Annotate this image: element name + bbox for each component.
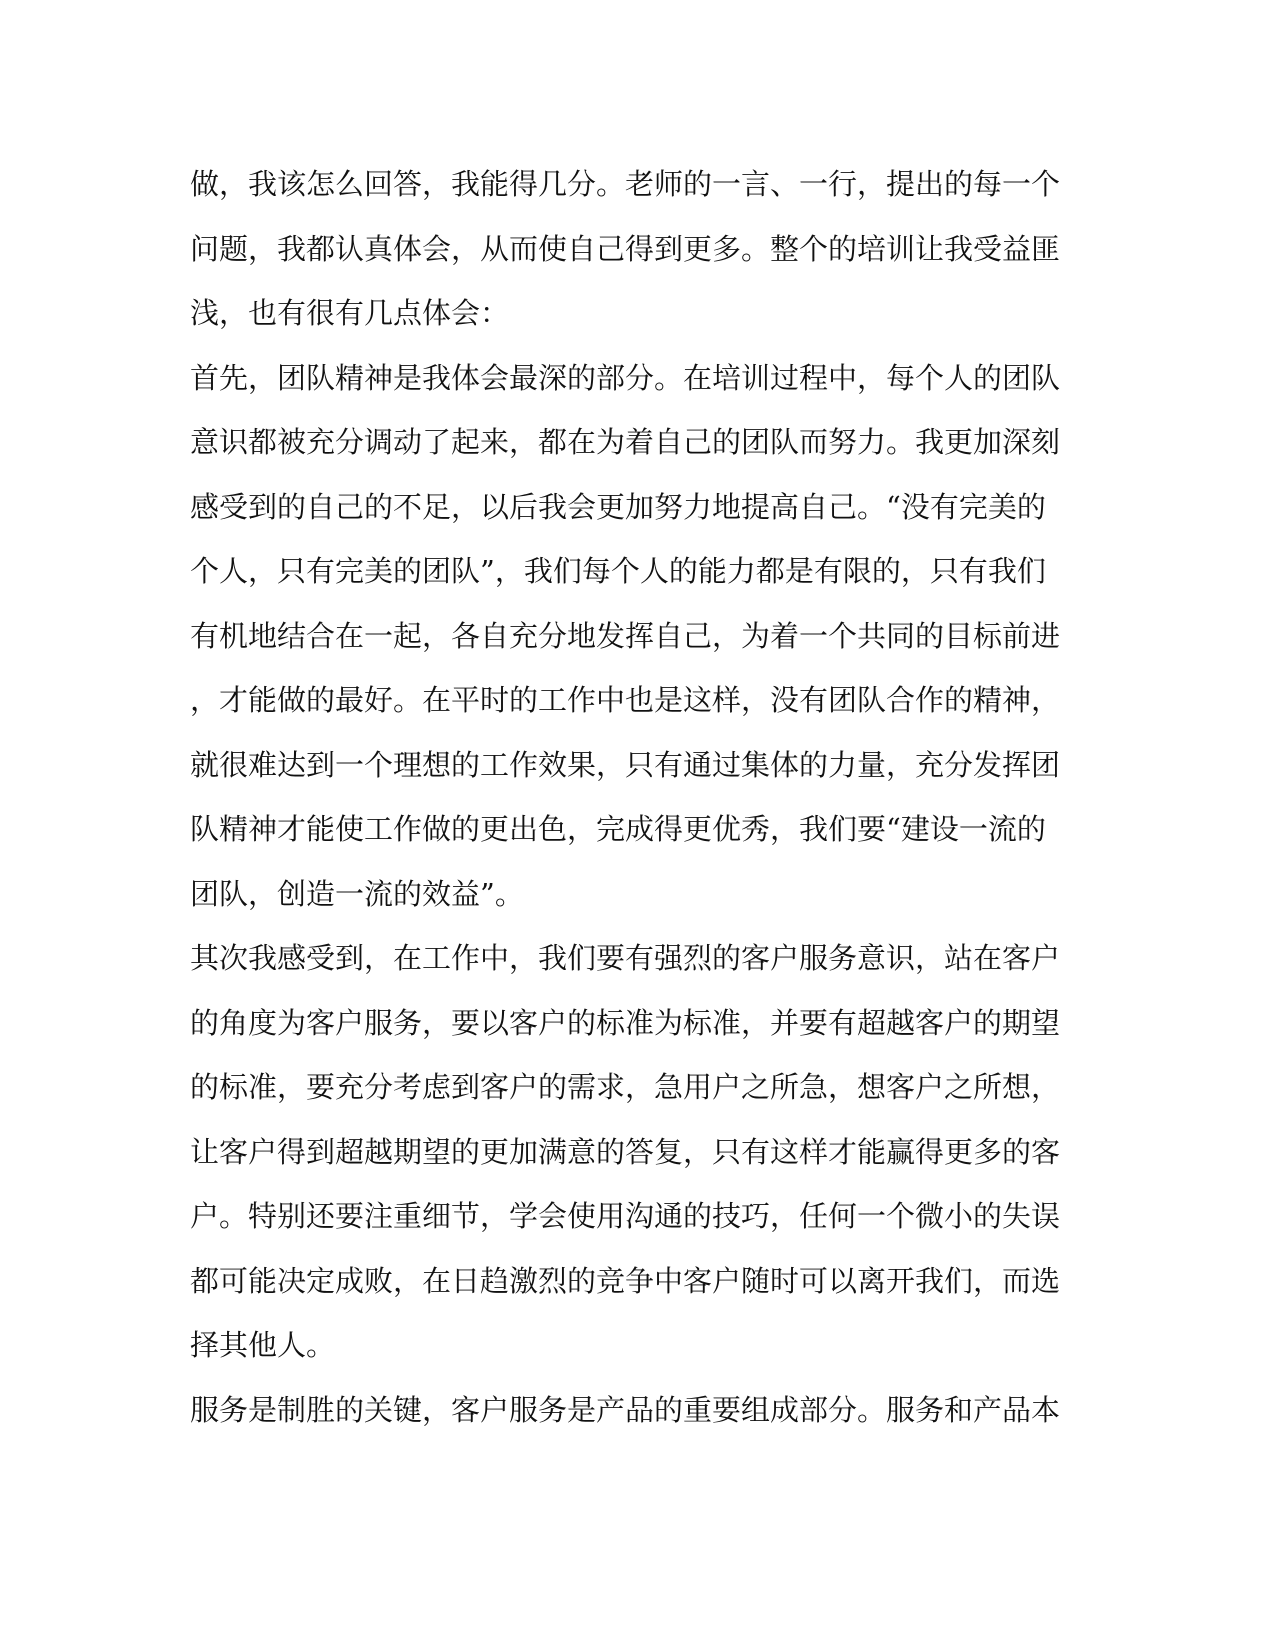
text-line: 让客户得到超越期望的更加满意的答复，只有这样才能赢得更多的客 — [190, 1134, 1061, 1169]
text-line: ，才能做的最好。在平时的工作中也是这样，没有团队合作的精神， — [190, 683, 1061, 717]
text-line: 户。特别还要注重细节，学会使用沟通的技巧，任何一个微小的失误 — [190, 1199, 1061, 1233]
text-line: 队精神才能使工作做的更出色，完成得更优秀，我们要“建设一流的 — [190, 812, 1046, 846]
text-line: 个人，只有完美的团队”，我们每个人的能力都是有限的，只有我们 — [190, 554, 1046, 588]
text-line: 的角度为客户服务，要以客户的标准为标准，并要有超越客户的期望 — [190, 1005, 1061, 1040]
text-line: 服务是制胜的关键，客户服务是产品的重要组成部分。服务和产品本 — [190, 1392, 1061, 1427]
text-line: 都可能决定成败，在日趋激烈的竞争中客户随时可以离开我们，而选 — [190, 1263, 1061, 1298]
text-line: 就很难达到一个理想的工作效果，只有通过集体的力量，充分发挥团 — [190, 747, 1061, 782]
text-line: 的标准，要充分考虑到客户的需求，急用户之所急，想客户之所想， — [190, 1070, 1061, 1104]
text-line: 问题，我都认真体会，从而使自己得到更多。整个的培训让我受益匪 — [190, 231, 1061, 266]
text-line: 其次我感受到，在工作中，我们要有强烈的客户服务意识，站在客户 — [190, 941, 1061, 975]
text-line: 首先，团队精神是我体会最深的部分。在培训过程中，每个人的团队 — [190, 360, 1061, 395]
text-line: 浅，也有很有几点体会： — [190, 296, 510, 330]
body-text — [190, 152, 1070, 1442]
text-line: 有机地结合在一起，各自充分地发挥自己，为着一个共同的目标前进 — [190, 618, 1061, 653]
text-line: 团队，创造一流的效益”。 — [190, 876, 524, 911]
text-line: 做，我该怎么回答，我能得几分。老师的一言、一行，提出的每一个 — [190, 167, 1061, 201]
text-line: 择其他人。 — [190, 1328, 336, 1362]
text-line: 意识都被充分调动了起来，都在为着自己的团队而努力。我更加深刻 — [190, 425, 1061, 459]
text-line: 感受到的自己的不足，以后我会更加努力地提高自己。“没有完美的 — [190, 489, 1046, 524]
